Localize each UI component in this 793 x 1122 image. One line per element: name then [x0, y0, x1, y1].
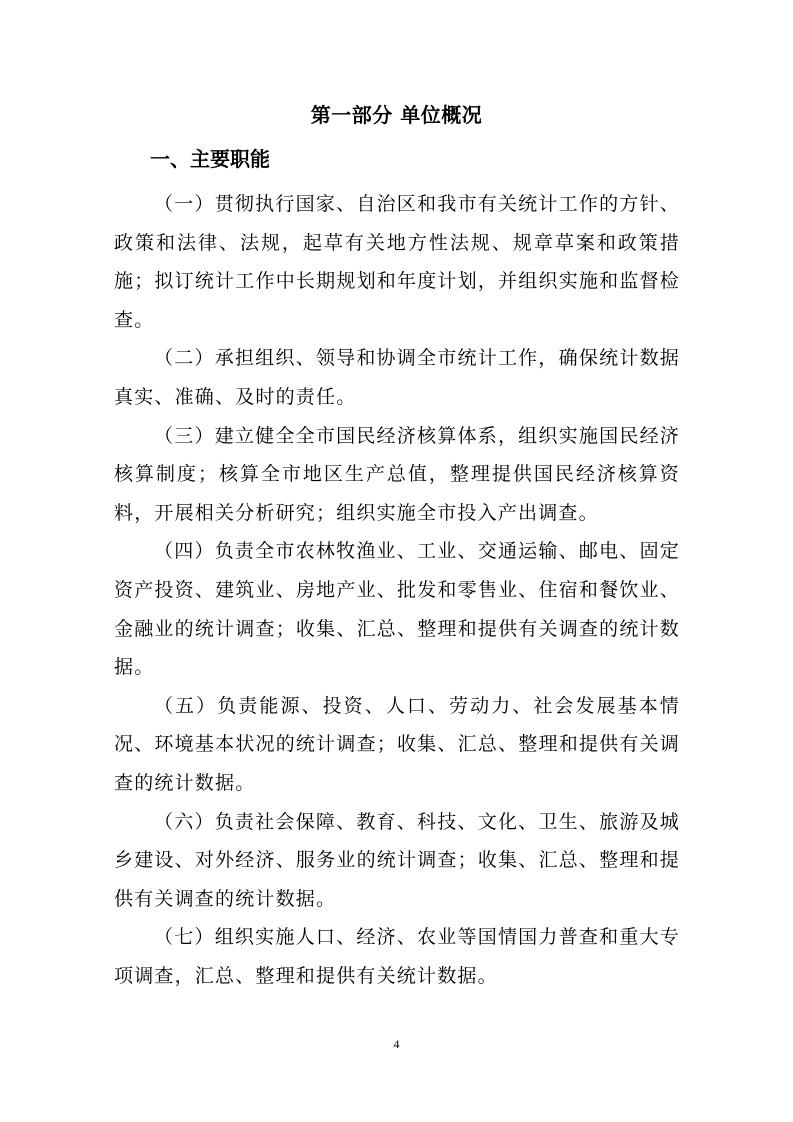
- page-number: 4: [393, 1037, 400, 1051]
- paragraph-duty-2: （二）承担组织、领导和协调全市统计工作，确保统计数据真实、准确、及时的责任。: [114, 347, 680, 408]
- paragraph-duty-1: （一）贯彻执行国家、自治区和我市有关统计工作的方针、政策和法律、法规，起草有关地方性法规、规章草案和政策措施；拟订统计工作中长期规划和年度计划，并组织实施和监督检查。: [114, 193, 680, 331]
- paragraph-duty-3: （三）建立健全全市国民经济核算体系，组织实施国民经济核算制度；核算全市地区生产总值，整理提供国民经济核算资料，开展相关分析研究；组织实施全市投入产出调查。: [114, 424, 680, 524]
- paragraph-duty-7: （七）组织实施人口、经济、农业等国情国力普查和重大专项调查，汇总、整理和提供有关统计数据。: [114, 926, 680, 987]
- section-heading: 一、主要职能: [150, 147, 270, 171]
- document-body: [114, 185, 680, 995]
- paragraph-duty-6: （六）负责社会保障、教育、科技、文化、卫生、旅游及城乡建设、对外经济、服务业的统计调查；收集、汇总、整理和提供有关调查的统计数据。: [114, 810, 680, 910]
- paragraph-duty-4: （四）负责全市农林牧渔业、工业、交通运输、邮电、固定资产投资、建筑业、房地产业、批发和零售业、住宿和餐饮业、金融业的统计调查；收集、汇总、整理和提供有关调查的统计数据。: [114, 540, 680, 679]
- paragraph-duty-5: （五）负责能源、投资、人口、劳动力、社会发展基本情况、环境基本状况的统计调查；收集、汇总、整理和提供有关调查的统计数据。: [114, 694, 680, 794]
- page-title: 第一部分 单位概况: [310, 103, 483, 127]
